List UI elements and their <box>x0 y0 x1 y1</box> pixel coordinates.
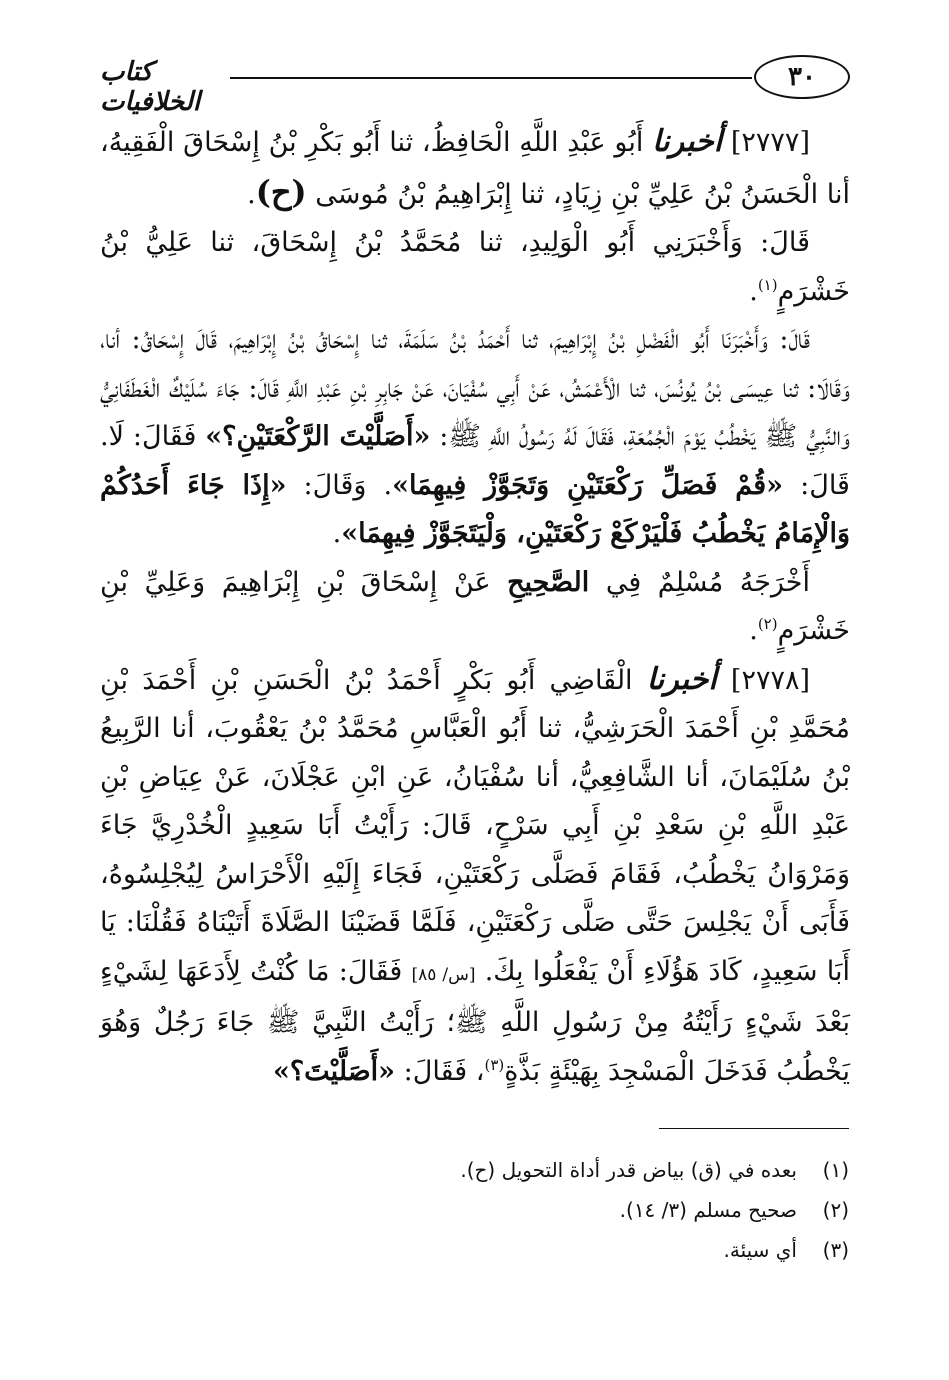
chain-paragraph-3 <box>100 316 850 559</box>
takhrij-paragraph <box>100 559 850 656</box>
book-title: كتاب الخلافيات <box>100 57 201 117</box>
footnote-text: صحيح مسلم (٣/ ١٤). <box>619 1198 797 1222</box>
paragraph-text: قَالَ: وَأَخْبَرَنَا أَبُو الْفَضْلِ بْنُ إِبْرَاهِيمَ، ثنا أَحْمَدُ بْنُ سَلَمَةَ، ثنا إِسْحَاقُ بْنُ إِبْرَاهِيمَ، قَالَ إِسْحَاقُ: أنا، وَقَالَا: ثنا عِيسَى بْنُ يُونُسَ، ثنا الْأَعْمَشُ، عَنْ أَبِي سُفْيَانَ، عَنْ جَابِرِ بْنِ عَبْدِ اللَّهِ قَالَ: جَاءَ سُلَيْكٌ الْغَطَفَانِيُّ وَالنَّبِيُّ ﷺ يَخْطُبُ يَوْمَ الْجُمُعَةِ، فَقَالَ لَهُ رَسُولُ اللَّهِ ﷺ: <box>100 324 850 452</box>
footnote-marker: (٣) <box>484 1055 505 1074</box>
paragraph-end: . <box>749 275 758 307</box>
footnote-item <box>99 1230 849 1270</box>
footnote-marker: (١) <box>757 275 778 294</box>
paragraph-text: الْقَاضِي أَبُو بَكْرٍ أَحْمَدُ بْنُ الْحَسَنِ بْنِ أَحْمَدَ بْنِ مُحَمَّدِ بْنِ أَحْمَدَ الْحَرَشِيُّ، ثنا أَبُو الْعَبَّاسِ مُحَمَّدُ بْنُ يَعْقُوبَ، أنا الرَّبِيعُ بْنُ سُلَيْمَانَ، أنا الشَّافِعِيُّ، أنا سُفْيَانُ، عَنِ ابْنِ عَجْلَانَ، عَنْ عِيَاضِ بْنِ عَبْدِ اللَّهِ بْنِ سَعْدِ بْنِ أَبِي سَرْحٍ، قَالَ: رَأَيْتُ أَبَا سَعِيدٍ الْخُدْرِيَّ جَاءَ وَمَرْوَانُ يَخْطُبُ، فَقَامَ فَصَلَّى رَكْعَتَيْنِ، فَجَاءَ إِلَيْهِ الْأَحْرَاسُ لِيُجْلِسُوهُ، فَأَبَى أَنْ يَجْلِسَ حَتَّى صَلَّى رَكْعَتَيْنِ، فَلَمَّا قَضَيْنَا الصَّلَاةَ أَتَيْنَاهُ فَقُلْنَا: يَا أَبَا سَعِيدٍ، كَادَ هَؤُلَاءِ أَنْ يَفْعَلُوا بِكَ. <box>100 664 850 987</box>
footnote-item <box>99 1150 849 1190</box>
header-rule <box>230 77 752 79</box>
footnote-number: (١) <box>822 1158 849 1182</box>
footnote-separator <box>659 1128 849 1129</box>
paragraph-text: . وَقَالَ: <box>303 469 393 501</box>
sahih-title: الصَّحِيحِ <box>507 566 590 598</box>
paragraph-end: . <box>247 178 256 210</box>
paragraph-text: ، فَقَالَ: <box>403 1055 485 1087</box>
paragraph-end: . <box>749 615 758 646</box>
footnotes <box>99 1150 849 1270</box>
hadith-number: [٢٧٧٧] <box>730 127 810 158</box>
hadith-2777 <box>100 118 850 219</box>
hadith-2778 <box>100 656 850 1097</box>
footnote-text: بعده في (ق) بياض قدر أداة التحويل (ح). <box>460 1158 797 1182</box>
page-header <box>100 55 850 117</box>
paragraph-end: . <box>332 518 342 549</box>
paragraph-text: قَالَ: وَأَخْبَرَنِي أَبُو الْوَلِيدِ، ثنا مُحَمَّدُ بْنُ إِسْحَاقَ، ثنا عَلِيُّ بْنُ خَشْرَمٍ <box>100 227 850 307</box>
prophetic-quote: «قُمْ فَصَلِّ رَكْعَتَيْنِ وَتَجَوَّزْ فِيهِمَا» <box>392 469 784 501</box>
paragraph-text: فَقَالَ: مَا كُنْتُ لِأَدَعَهَا لِشَيْءٍ بَعْدَ شَيْءٍ رَأَيْتُهُ مِنْ رَسُولِ اللَّهِ ﷺ؛ رَأَيْتُ النَّبِيَّ ﷺ جَاءَ رَجُلٌ وَهُوَ يَخْطُبُ فَدَخَلَ الْمَسْجِدَ بِهَيْئَةٍ بَذَّةٍ <box>100 955 850 1087</box>
paragraph-text: أَبُو عَبْدِ اللَّهِ الْحَافِظُ، ثنا أَبُو بَكْرِ بْنُ إِسْحَاقَ الْفَقِيهُ، أنا الْحَسَنُ بْنُ عَلِيِّ بْنِ زِيَادٍ، ثنا إِبْرَاهِيمُ بْنُ مُوسَى <box>100 127 850 210</box>
prophetic-quote: «أَصَلَّيْتَ؟» <box>272 1055 396 1087</box>
footnote-marker: (٢) <box>757 615 778 633</box>
main-text <box>100 118 850 1096</box>
paragraph-text: أَخْرَجَهُ مُسْلِمٌ فِي <box>605 566 810 598</box>
footnote-number: (٣) <box>822 1238 849 1262</box>
footnote-number: (٢) <box>822 1198 849 1222</box>
prophetic-quote: «أَصَلَّيْتَ الرَّكْعَتَيْنِ؟» <box>205 421 431 452</box>
prophetic-quote: «إِذَا جَاءَ أَحَدُكُمْ وَالْإِمَامُ يَخْطُبُ فَلْيَرْكَعْ رَكْعَتَيْنِ، وَلْيَتَجَوَّزْ فِيهِمَا» <box>100 469 850 549</box>
hadith-number: [٢٧٧٨] <box>730 664 810 696</box>
paragraph-text: فَقَالَ: لَا. قَالَ: <box>100 421 850 501</box>
page-number: ٣٠ <box>754 55 850 99</box>
akhbarana-heading: أخبرنا <box>646 661 717 697</box>
tahwil-symbol: (ح) <box>255 172 307 211</box>
chain-paragraph-2 <box>100 219 850 316</box>
manuscript-reference: [س/ ٨٥] <box>411 964 476 985</box>
paragraph-text: عَنْ إِسْحَاقَ بْنِ إِبْرَاهِيمَ وَعَلِيِّ بْنِ خَشْرَمٍ <box>100 566 850 646</box>
footnote-item <box>99 1190 849 1230</box>
footnote-text: أي سيئة. <box>723 1238 797 1262</box>
akhbarana-heading: أخبرنا <box>652 124 723 159</box>
